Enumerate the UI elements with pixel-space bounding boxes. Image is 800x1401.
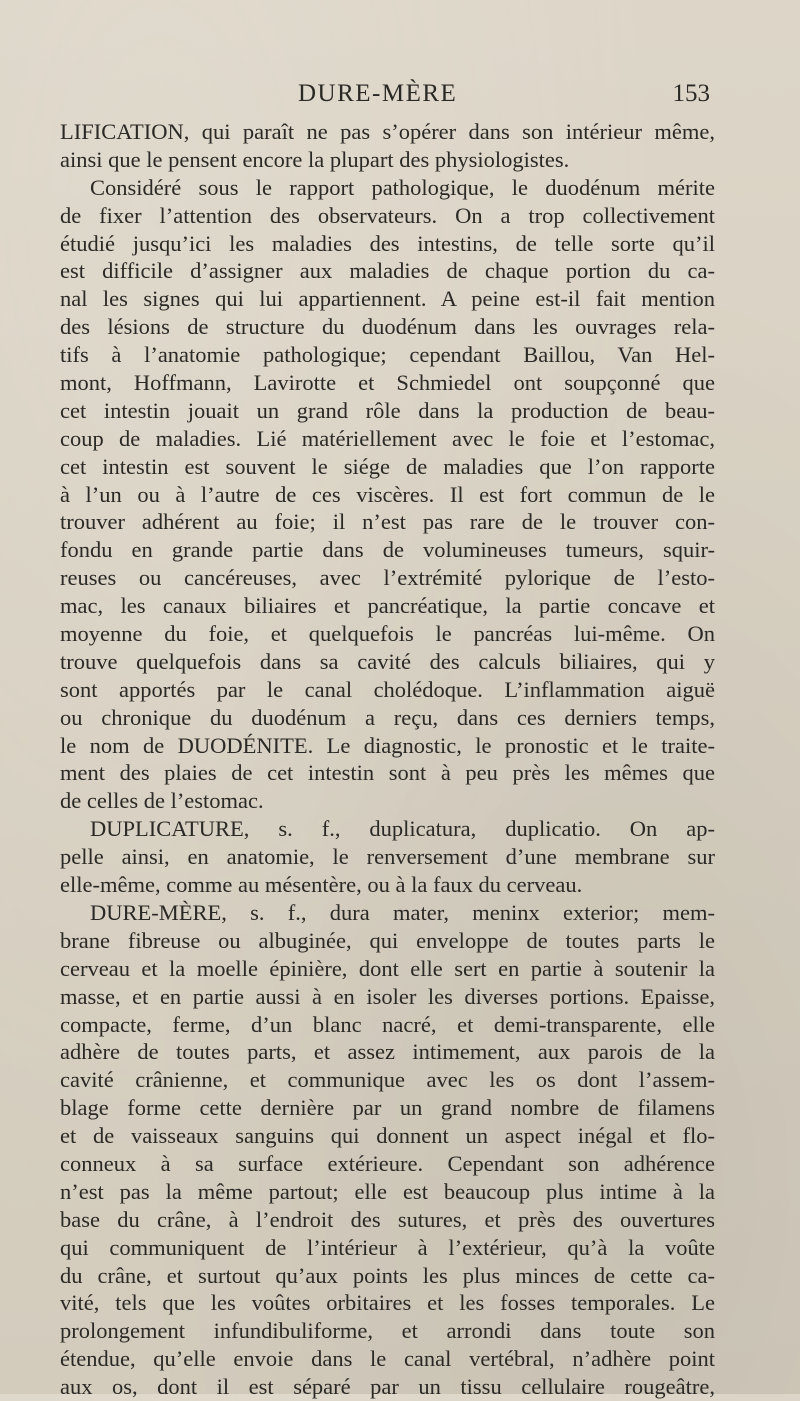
text-line: reuses ou cancéreuses, avec l’extrémité pylorique de l’esto- xyxy=(60,565,715,591)
text-line: masse, et en partie aussi à en isoler les diverses portions. Epaisse, xyxy=(60,983,715,1009)
text-line: du crâne, et surtout qu’aux points les plus minces de cette ca- xyxy=(60,1262,715,1288)
text-line: ou chronique du duodénum a reçu, dans ces derniers temps, xyxy=(60,704,715,730)
text-line: trouve quelquefois dans sa cavité des calculs biliaires, qui y xyxy=(60,648,715,674)
text-line: à l’un ou à l’autre de ces viscères. Il est fort commun de le xyxy=(60,481,715,507)
text-line: ment des plaies de cet intestin sont à peu près les mêmes que xyxy=(60,760,715,786)
page-number: 153 xyxy=(672,80,710,107)
text-line: prolongement infundibuliforme, et arrondi dans toute son xyxy=(60,1318,715,1344)
text-line: moyenne du foie, et quelquefois le pancréas lui-même. On xyxy=(60,621,715,647)
text-line: mont, Hoffmann, Lavirotte et Schmiedel ont soupçonné que xyxy=(60,370,715,396)
text-line: de fixer l’attention des observateurs. On a trop collectivement xyxy=(60,202,715,228)
text-line: cet intestin est souvent le siége de maladies que l’on rapporte xyxy=(60,453,715,479)
text-line: le nom de DUODÉNITE. Le diagnostic, le pronostic et le traite- xyxy=(60,732,715,758)
text-line: vité, tels que les voûtes orbitaires et les fosses temporales. Le xyxy=(60,1290,715,1316)
text-line: elle-même, comme au mésentère, ou à la faux du cerveau. xyxy=(60,872,583,898)
text-line: étendue, qu’elle envoie dans le canal vertébral, n’adhère point xyxy=(60,1346,715,1372)
text-line: est difficile d’assigner aux maladies de chaque portion du ca- xyxy=(60,258,715,284)
text-line: DUPLICATURE, s. f., duplicatura, duplicatio. On ap- xyxy=(90,816,715,842)
text-line: cet intestin jouait un grand rôle dans la production de beau- xyxy=(60,397,715,423)
body-text xyxy=(60,118,715,1401)
text-line: cavité crânienne, et communique avec les os dont l’assem- xyxy=(60,1067,715,1093)
text-line: blage forme cette dernière par un grand nombre de filamens xyxy=(60,1095,715,1121)
text-line: trouver adhérent au foie; il n’est pas rare de le trouver con- xyxy=(60,509,715,535)
text-line: de celles de l’estomac. xyxy=(60,788,264,814)
text-line: nal les signes qui lui appartiennent. A peine est-il fait mention xyxy=(60,286,715,312)
text-line: sont apportés par le canal cholédoque. L’inflammation aiguë xyxy=(60,676,715,702)
text-line: fondu en grande partie dans de volumineuses tumeurs, squir- xyxy=(60,537,715,563)
page-header xyxy=(60,80,710,114)
text-line: Considéré sous le rapport pathologique, le duodénum mérite xyxy=(90,174,715,200)
text-line: base du crâne, à l’endroit des sutures, et près des ouvertures xyxy=(60,1206,715,1232)
text-line: étudié jusqu’ici les maladies des intestins, de telle sorte qu’il xyxy=(60,230,715,256)
text-line: des lésions de structure du duodénum dans les ouvrages rela- xyxy=(60,314,715,340)
text-line: et de vaisseaux sanguins qui donnent un aspect inégal et flo- xyxy=(60,1123,715,1149)
text-line: aux os, dont il est séparé par un tissu cellulaire rougeâtre, xyxy=(60,1374,715,1400)
text-line: brane fibreuse ou albuginée, qui enveloppe de toutes parts le xyxy=(60,927,715,953)
text-line: coup de maladies. Lié matériellement avec le foie et l’estomac, xyxy=(60,425,715,451)
text-line: LIFICATION, qui paraît ne pas s’opérer dans son intérieur même, xyxy=(60,119,715,144)
running-head: DURE-MÈRE xyxy=(298,80,458,107)
text-line: mac, les canaux biliaires et pancréatique, la partie concave et xyxy=(60,593,715,619)
text-line: DURE-MÈRE, s. f., dura mater, meninx exterior; mem- xyxy=(90,899,715,925)
text-line: pelle ainsi, en anatomie, le renversement d’une membrane sur xyxy=(60,844,715,870)
text-line: n’est pas la même partout; elle est beaucoup plus intime à la xyxy=(60,1178,715,1204)
text-line: ainsi que le pensent encore la plupart des physiologistes. xyxy=(60,146,570,172)
text-line: conneux à sa surface extérieure. Cependant son adhérence xyxy=(60,1150,715,1176)
text-line: tifs à l’anatomie pathologique; cependant Baillou, Van Hel- xyxy=(60,342,715,368)
text-line: adhère de toutes parts, et assez intimement, aux parois de la xyxy=(60,1039,715,1065)
text-line: compacte, ferme, d’un blanc nacré, et demi-transparente, elle xyxy=(60,1011,715,1037)
text-line: cerveau et la moelle épinière, dont elle sert en partie à soutenir la xyxy=(60,955,715,981)
text-line: qui communiquent de l’intérieur à l’extérieur, qu’à la voûte xyxy=(60,1234,715,1260)
